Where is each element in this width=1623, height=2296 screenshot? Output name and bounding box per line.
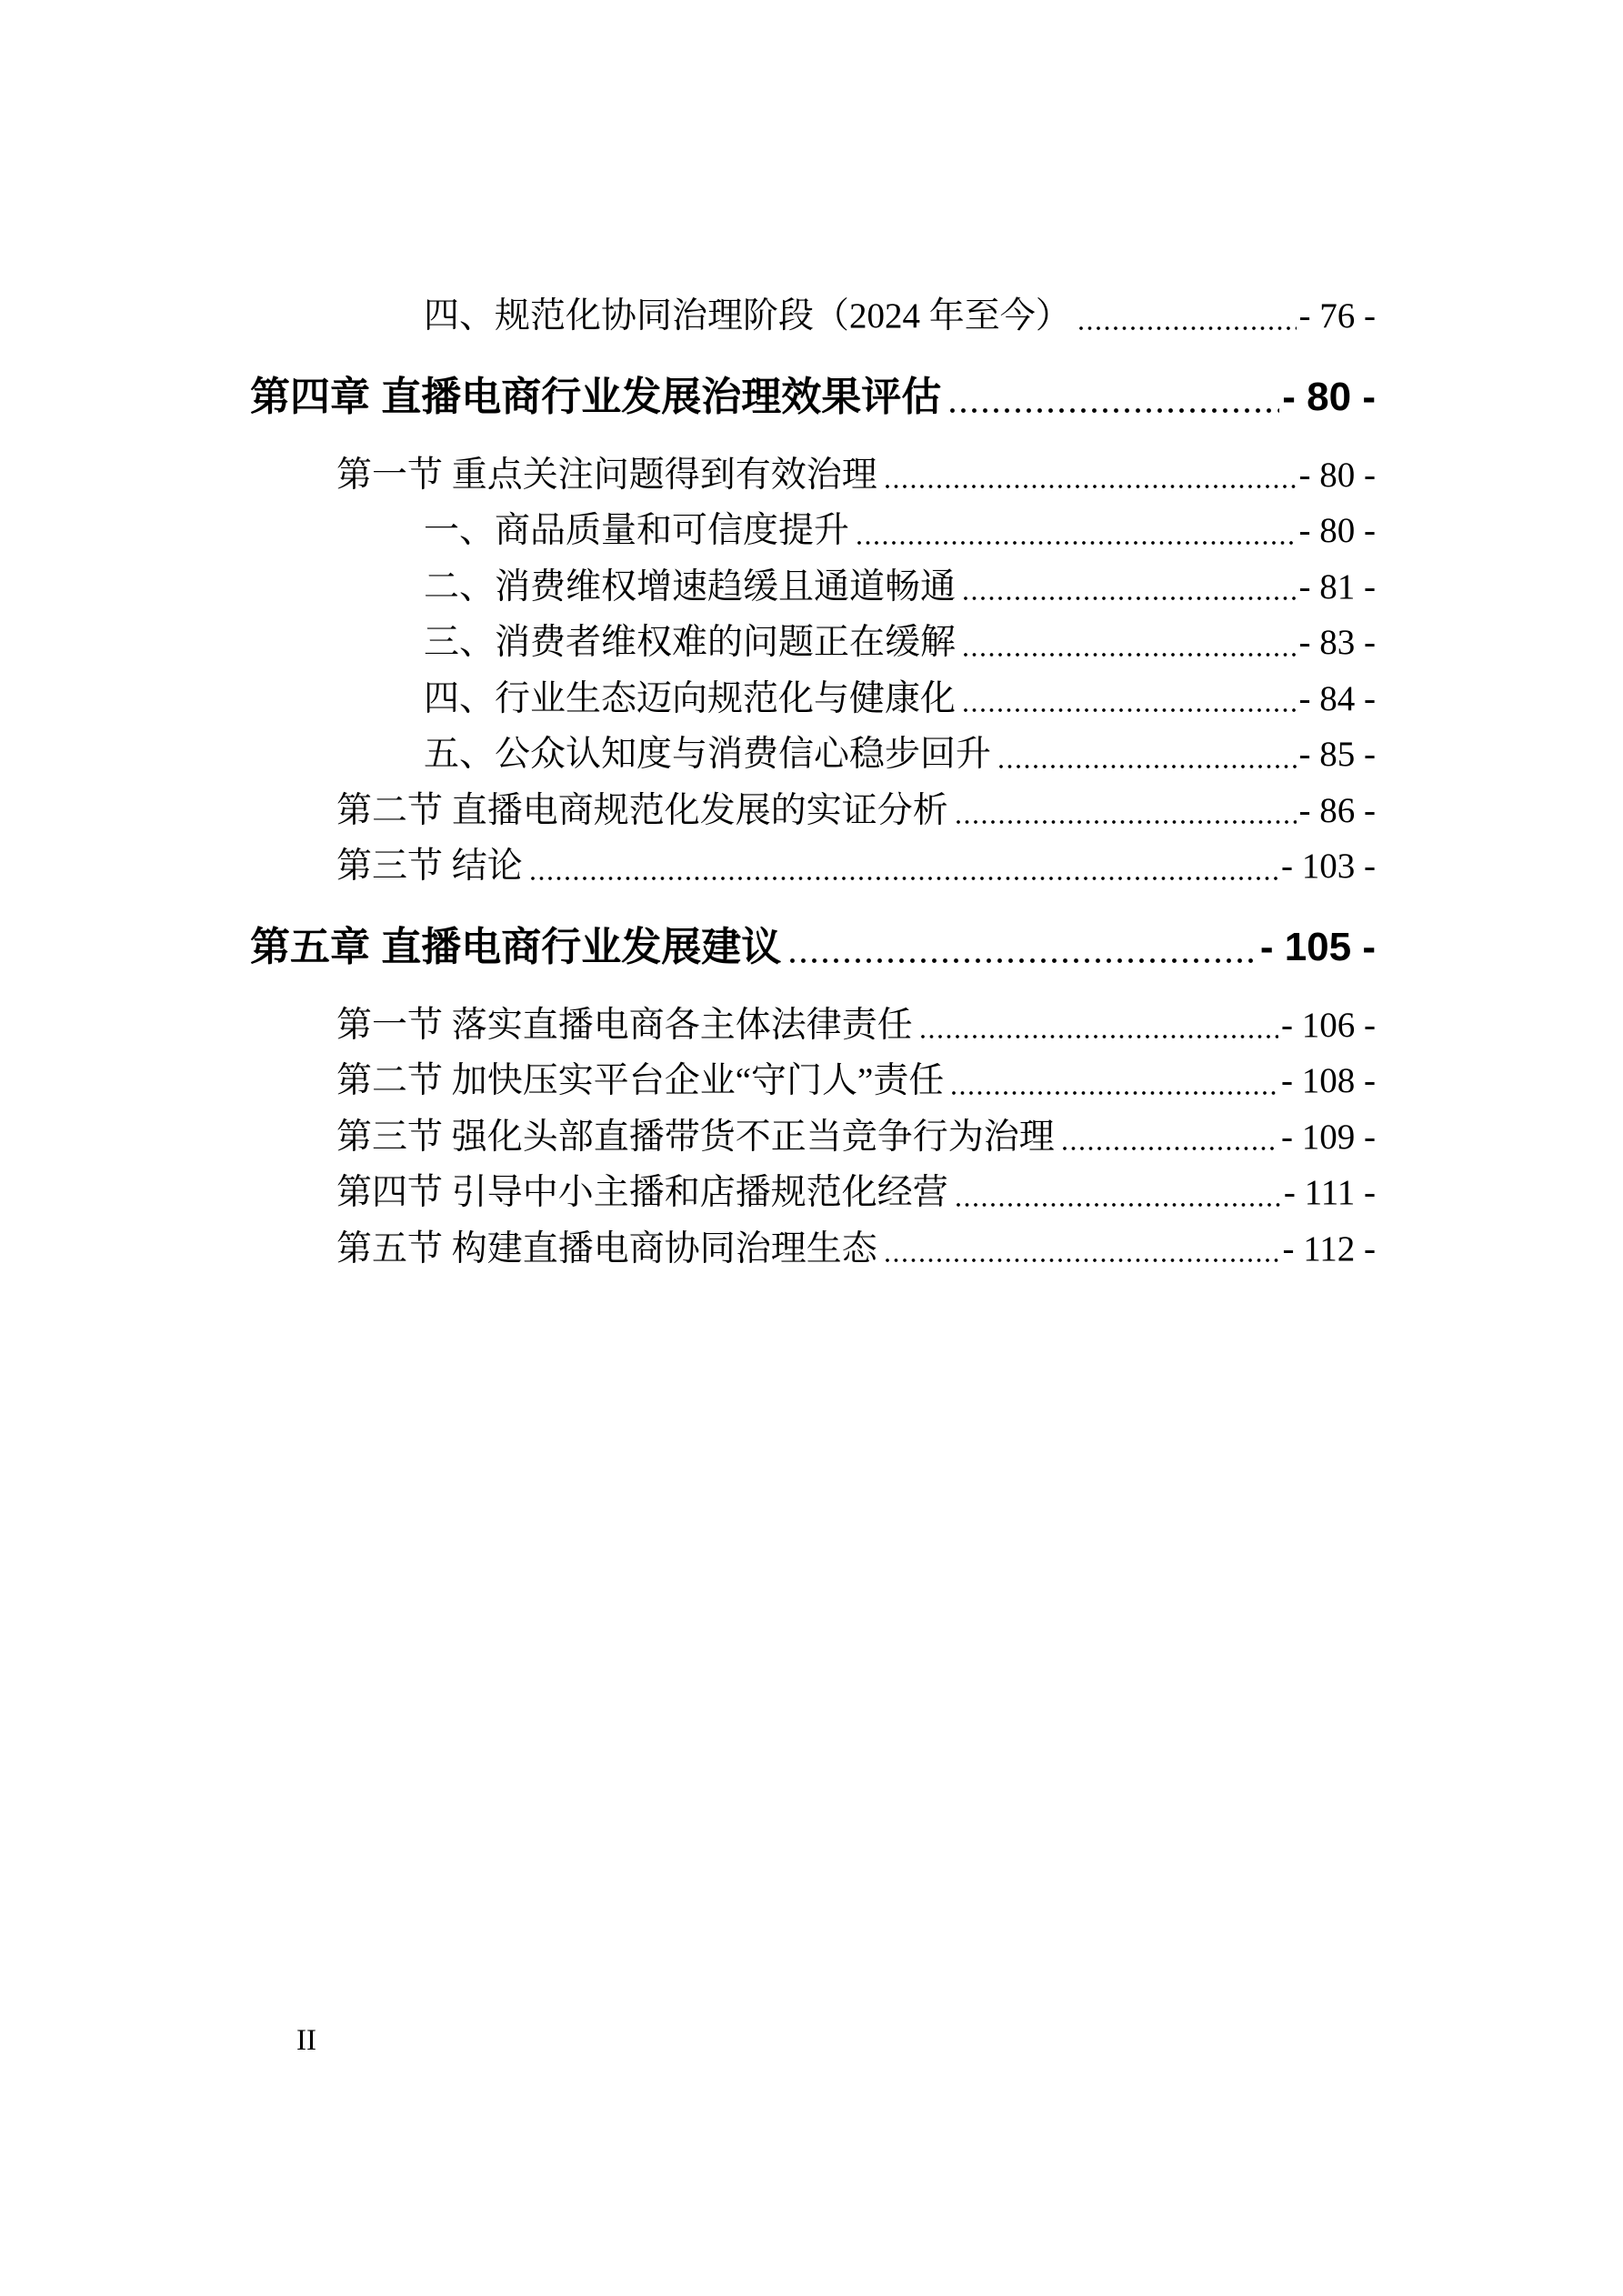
toc-entry[interactable] — [250, 559, 1376, 616]
toc-entry[interactable] — [250, 1109, 1376, 1166]
dot-leader — [964, 596, 1297, 601]
toc-entry-page: - 84 - — [1298, 678, 1376, 718]
dot-leader — [921, 1034, 1278, 1039]
toc-entry-page: - 80 - — [1282, 374, 1376, 419]
dot-leader — [1079, 326, 1297, 331]
dot-leader — [531, 876, 1278, 881]
toc-entry-page: - 86 - — [1298, 790, 1376, 830]
dot-leader — [952, 1090, 1278, 1096]
toc-entry-chapter[interactable] — [250, 915, 1376, 980]
table-of-contents — [250, 288, 1376, 1277]
dot-leader — [999, 764, 1297, 769]
dot-leader — [950, 407, 1279, 414]
toc-entry-label: 第二节 直播电商规范化发展的实证分析 — [336, 790, 948, 830]
toc-entry[interactable] — [250, 727, 1376, 783]
toc-entry[interactable] — [250, 783, 1376, 839]
toc-entry-label: 一、商品质量和可信度提升 — [424, 511, 850, 550]
dot-leader — [957, 819, 1297, 825]
toc-entry-page: - 111 - — [1283, 1173, 1376, 1212]
toc-entry[interactable] — [250, 503, 1376, 559]
toc-entry-label: 第二节 加快压实平台企业“守门人”责任 — [336, 1061, 945, 1100]
toc-entry-page: - 112 - — [1282, 1228, 1376, 1268]
toc-entry-label: 第三节 强化头部直播带货不正当竞争行为治理 — [336, 1117, 1055, 1157]
dot-leader — [957, 1202, 1281, 1208]
dot-leader — [1063, 1146, 1278, 1151]
toc-entry[interactable] — [250, 1053, 1376, 1109]
toc-entry-page: - 108 - — [1281, 1061, 1376, 1100]
toc-entry-page: - 80 - — [1298, 511, 1376, 550]
toc-entry[interactable] — [250, 447, 1376, 504]
toc-entry-label: 第一节 落实直播电商各主体法律责任 — [336, 1005, 913, 1045]
toc-entry-label: 第五节 构建直播电商协同治理生态 — [336, 1228, 877, 1268]
toc-entry-label: 二、消费维权增速趋缓且通道畅通 — [424, 566, 957, 607]
toc-entry-label: 第五章 直播电商行业发展建议 — [250, 924, 782, 969]
toc-entry-page: - 105 - — [1259, 924, 1376, 969]
toc-entry-page: - 103 - — [1281, 847, 1376, 886]
toc-entry-page: - 85 - — [1298, 735, 1376, 774]
toc-entry-chapter[interactable] — [250, 365, 1376, 430]
dot-leader — [964, 652, 1297, 657]
toc-entry-label: 五、公众认知度与消费信心稳步回升 — [424, 735, 992, 774]
toc-entry[interactable] — [250, 671, 1376, 727]
toc-entry-page: - 76 - — [1298, 296, 1376, 336]
toc-entry[interactable] — [250, 998, 1376, 1054]
toc-entry-label: 三、消费者维权难的问题正在缓解 — [424, 623, 957, 662]
toc-entry[interactable] — [250, 1221, 1376, 1278]
toc-entry[interactable] — [250, 615, 1376, 671]
dot-leader — [857, 540, 1297, 546]
dot-leader — [964, 707, 1297, 713]
toc-entry-label: 第四节 引导中小主播和店播规范化经营 — [336, 1173, 948, 1212]
dot-leader — [886, 484, 1297, 489]
toc-entry-page: - 83 - — [1298, 623, 1376, 662]
dot-leader — [790, 958, 1257, 964]
toc-entry[interactable] — [250, 1165, 1376, 1221]
toc-entry-page: - 106 - — [1281, 1005, 1376, 1045]
toc-entry-label: 第三节 结论 — [336, 847, 523, 886]
toc-entry-label: 第四章 直播电商行业发展治理效果评估 — [250, 374, 942, 419]
toc-entry-label: 四、行业生态迈向规范化与健康化 — [424, 678, 957, 718]
toc-entry-page: - 80 - — [1298, 455, 1376, 495]
page-number-footer: II — [296, 2024, 316, 2057]
toc-entry[interactable] — [250, 288, 1376, 345]
toc-entry-label: 四、规范化协同治理阶段（2024 年至今） — [424, 296, 1071, 336]
dot-leader — [886, 1258, 1280, 1263]
toc-entry-page: - 81 - — [1298, 566, 1376, 607]
toc-entry-label: 第一节 重点关注问题得到有效治理 — [336, 455, 877, 495]
toc-entry[interactable] — [250, 838, 1376, 895]
toc-entry-page: - 109 - — [1281, 1117, 1376, 1157]
